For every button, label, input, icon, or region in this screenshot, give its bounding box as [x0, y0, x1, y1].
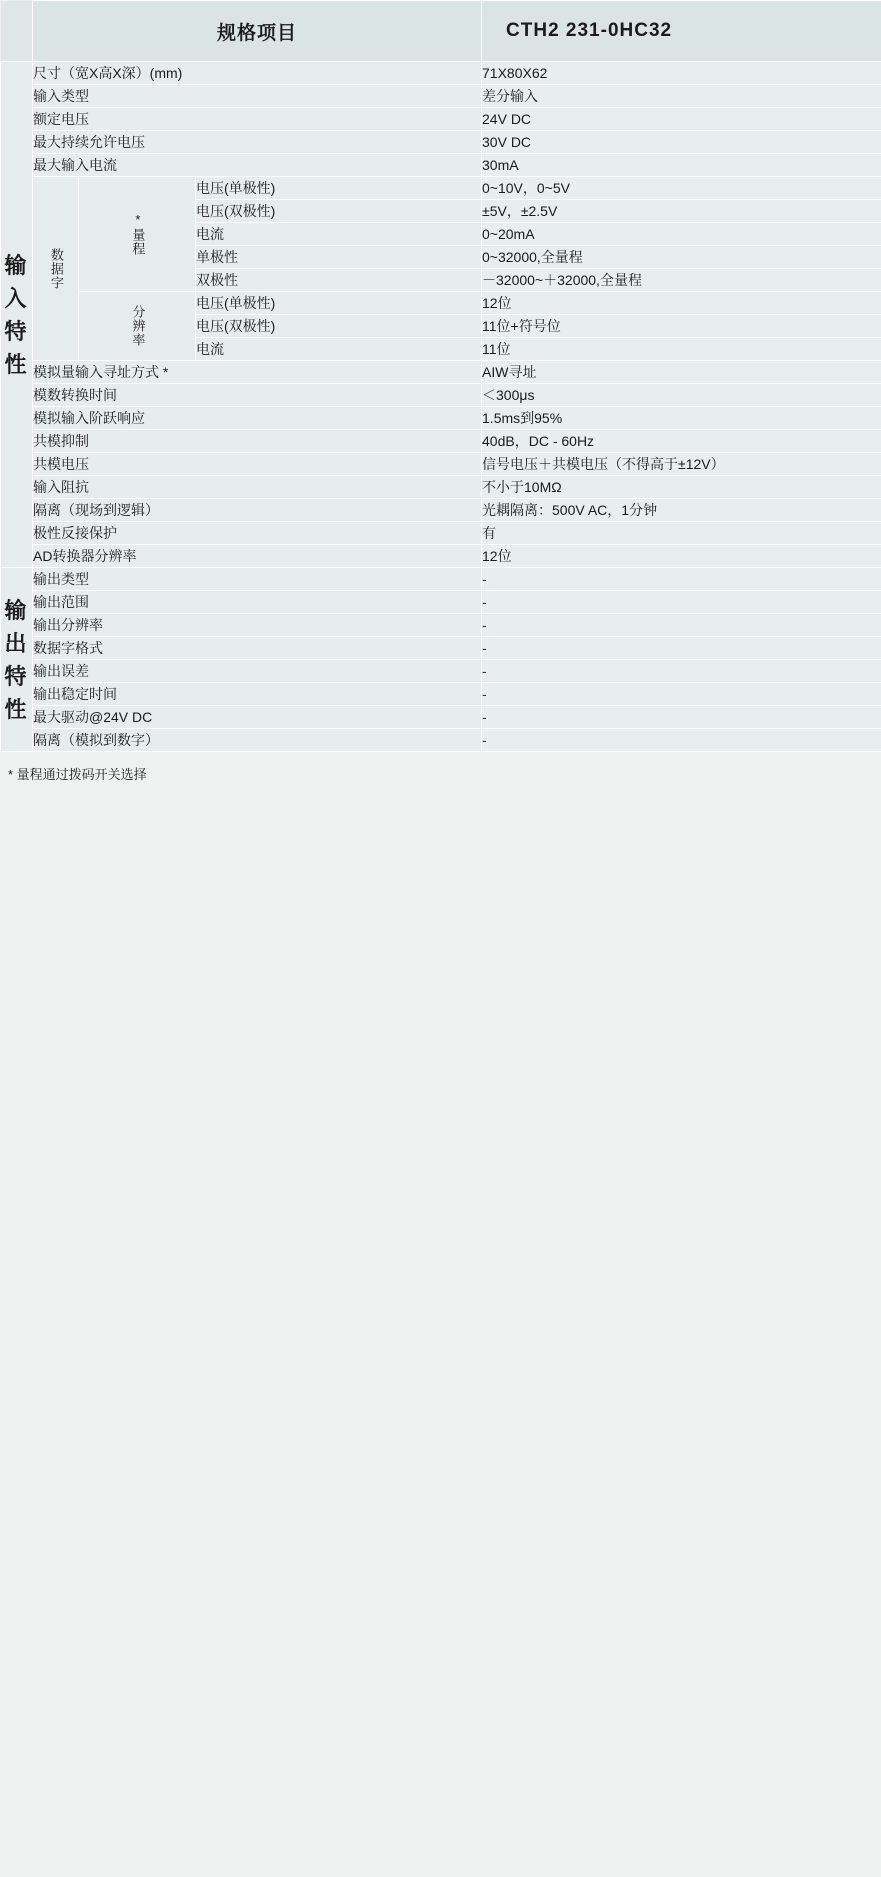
table-row	[1, 591, 881, 614]
table-row	[1, 729, 881, 752]
row-value: 30mA	[482, 154, 881, 177]
table-row	[1, 430, 881, 453]
row-value: －32000~＋32000,全量程	[482, 269, 881, 292]
subgroup-label-dataword	[33, 177, 79, 361]
row-value: 1.5ms到95%	[482, 407, 881, 430]
table-header-row	[1, 1, 881, 62]
row-value: ＜300μs	[482, 384, 881, 407]
specification-table	[0, 0, 881, 752]
row-value: 12位	[482, 545, 881, 568]
row-value: 不小于10MΩ	[482, 476, 881, 499]
table-footnote: * 量程通过拨码开关选择	[0, 752, 881, 793]
table-row	[1, 177, 881, 200]
table-row	[1, 292, 881, 315]
row-item-label: 共模抑制	[33, 430, 482, 453]
table-row	[1, 407, 881, 430]
group-label-input-char-2: 入	[4, 285, 29, 311]
group-label-output-char-1: 输	[4, 597, 29, 623]
group-label-input-char-4: 性	[4, 351, 29, 377]
row-value: 24V DC	[482, 108, 881, 131]
row-value: 11位	[482, 338, 881, 361]
table-row	[1, 683, 881, 706]
row-item-label: 输入阻抗	[33, 476, 482, 499]
row-value: ±5V，±2.5V	[482, 200, 881, 223]
row-value: 0~10V，0~5V	[482, 177, 881, 200]
subgroup-label-resolution	[79, 292, 196, 361]
group-label-input-char-1: 输	[4, 252, 29, 278]
row-item-label: 电压(单极性)	[196, 177, 482, 200]
header-blank-cell	[1, 1, 33, 62]
row-value: -	[482, 660, 881, 683]
table-row	[1, 476, 881, 499]
row-value: -	[482, 683, 881, 706]
row-item-label: 隔离（现场到逻辑）	[33, 499, 482, 522]
table-row	[1, 568, 881, 591]
row-item-label: 输出范围	[33, 591, 482, 614]
subgroup-label-range-text: *量程	[130, 212, 146, 256]
group-label-input	[1, 62, 33, 568]
row-item-label: 数据字格式	[33, 637, 482, 660]
table-row	[1, 522, 881, 545]
table-row	[1, 660, 881, 683]
table-row	[1, 154, 881, 177]
row-value: 12位	[482, 292, 881, 315]
row-item-label: AD转换器分辨率	[33, 545, 482, 568]
row-value: 40dB，DC - 60Hz	[482, 430, 881, 453]
row-item-label: 共模电压	[33, 453, 482, 476]
row-value: -	[482, 637, 881, 660]
row-value: 30V DC	[482, 131, 881, 154]
table-row	[1, 108, 881, 131]
row-item-label: 尺寸（宽X高X深）(mm)	[33, 62, 482, 85]
row-item-label: 模拟量输入寻址方式 *	[33, 361, 482, 384]
row-item-label: 最大持续允许电压	[33, 131, 482, 154]
row-value: 11位+符号位	[482, 315, 881, 338]
group-label-output-char-2: 出	[4, 630, 29, 656]
table-row	[1, 85, 881, 108]
row-value: AIW寻址	[482, 361, 881, 384]
table-row	[1, 706, 881, 729]
row-value: 71X80X62	[482, 62, 881, 85]
row-value: -	[482, 706, 881, 729]
table-row	[1, 361, 881, 384]
group-label-output-char-3: 特	[4, 663, 29, 689]
subgroup-label-dataword-text: 数据字	[48, 247, 64, 290]
group-label-output-char-4: 性	[4, 696, 29, 722]
row-value: -	[482, 591, 881, 614]
header-model-label: CTH2 231-0HC32	[482, 1, 881, 62]
row-item-label: 输出类型	[33, 568, 482, 591]
header-item-label: 规格项目	[33, 1, 482, 62]
row-item-label: 双极性	[196, 269, 482, 292]
row-value: 光耦隔离：500V AC，1分钟	[482, 499, 881, 522]
row-item-label: 最大输入电流	[33, 154, 482, 177]
row-item-label: 输出误差	[33, 660, 482, 683]
row-item-label: 极性反接保护	[33, 522, 482, 545]
row-value: 0~32000,全量程	[482, 246, 881, 269]
table-row	[1, 131, 881, 154]
row-item-label: 输出稳定时间	[33, 683, 482, 706]
row-value: -	[482, 614, 881, 637]
row-value: 有	[482, 522, 881, 545]
table-row	[1, 545, 881, 568]
table-row	[1, 453, 881, 476]
group-label-output	[1, 568, 33, 752]
row-value: -	[482, 568, 881, 591]
subgroup-label-resolution-text: 分辨率	[130, 305, 146, 347]
table-row	[1, 499, 881, 522]
table-row	[1, 614, 881, 637]
row-item-label: 隔离（模拟到数字）	[33, 729, 482, 752]
row-item-label: 电压(单极性)	[196, 292, 482, 315]
subgroup-label-range	[79, 177, 196, 292]
group-label-input-char-3: 特	[4, 318, 29, 344]
row-value: 0~20mA	[482, 223, 881, 246]
row-item-label: 电压(双极性)	[196, 315, 482, 338]
row-value: -	[482, 729, 881, 752]
row-item-label: 额定电压	[33, 108, 482, 131]
row-item-label: 输入类型	[33, 85, 482, 108]
row-item-label: 单极性	[196, 246, 482, 269]
row-item-label: 最大驱动@24V DC	[33, 706, 482, 729]
row-item-label: 输出分辨率	[33, 614, 482, 637]
row-item-label: 模拟输入阶跃响应	[33, 407, 482, 430]
row-value: 信号电压＋共模电压（不得高于±12V）	[482, 453, 881, 476]
table-row	[1, 62, 881, 85]
table-row	[1, 637, 881, 660]
row-item-label: 电流	[196, 338, 482, 361]
row-item-label: 电压(双极性)	[196, 200, 482, 223]
row-value: 差分输入	[482, 85, 881, 108]
row-item-label: 电流	[196, 223, 482, 246]
row-item-label: 模数转换时间	[33, 384, 482, 407]
table-row	[1, 384, 881, 407]
